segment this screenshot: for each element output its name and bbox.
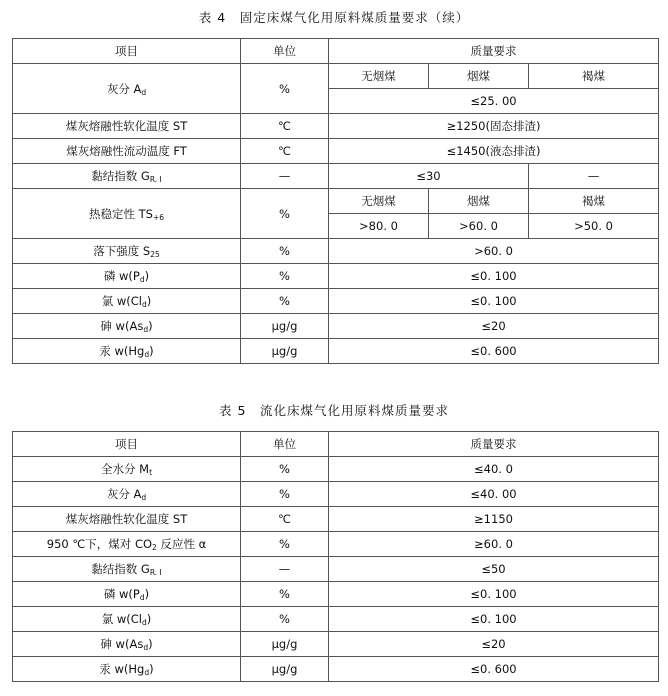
cell-unit: %: [241, 289, 329, 314]
table-row: [13, 532, 659, 557]
cell-value: ≤40. 00: [329, 482, 659, 507]
coal-type-lignite: 褐煤: [529, 189, 659, 214]
table4-caption: 表 4 固定床煤气化用原料煤质量要求（续）: [198, 10, 470, 25]
cell-item: 热稳定性 $TS_{+6}$: [13, 189, 241, 239]
table-row: [13, 39, 659, 64]
cell-value: ≤25. 00: [329, 89, 659, 114]
cell-unit: μg/g: [241, 657, 329, 682]
cell-value: ≤0. 100: [329, 264, 659, 289]
cell-unit: %: [241, 457, 329, 482]
cell-value: ≤0. 100: [329, 582, 659, 607]
cell-unit: %: [241, 607, 329, 632]
cell-value: ≤20: [329, 632, 659, 657]
cell-value: >60. 0: [329, 239, 659, 264]
cell-item: 汞 $w(Hg_d)$: [13, 657, 241, 682]
cell-unit: —: [241, 164, 329, 189]
coal-type-anthracite: 无烟煤: [329, 189, 429, 214]
cell-unit: ℃: [241, 114, 329, 139]
table-row: [13, 482, 659, 507]
table-row: [13, 632, 659, 657]
cell-value: ≤0. 100: [329, 607, 659, 632]
table-row: [13, 164, 659, 189]
cell-value: ≥1250(固态排渣): [329, 114, 659, 139]
cell-item: 黏结指数 $G_{R. I}$: [13, 164, 241, 189]
cell-unit: %: [241, 582, 329, 607]
table-row: [13, 457, 659, 482]
header-item: 项目: [13, 432, 241, 457]
table4: [12, 38, 659, 364]
table-row: [13, 339, 659, 364]
table-row: [13, 289, 659, 314]
cell-value-anthracite: >80. 0: [329, 214, 429, 239]
cell-item: 磷 $w(P_d)$: [13, 582, 241, 607]
cell-item: 砷 $w(As_d)$: [13, 314, 241, 339]
cell-value: ≤0. 600: [329, 339, 659, 364]
cell-unit: ℃: [241, 139, 329, 164]
table-row: [13, 189, 659, 214]
cell-value: ≥60. 0: [329, 532, 659, 557]
table-row: [13, 432, 659, 457]
table5-caption: 表 5 流化床煤气化用原料煤质量要求: [219, 403, 449, 418]
cell-item: 灰分 $A_d$: [13, 482, 241, 507]
cell-unit: %: [241, 532, 329, 557]
table-row: [13, 64, 659, 89]
cell-value: ≤50: [329, 557, 659, 582]
cell-value-lignite: —: [529, 164, 659, 189]
cell-value: ≤0. 100: [329, 289, 659, 314]
cell-item: 砷 $w(As_d)$: [13, 632, 241, 657]
cell-value: ≤0. 600: [329, 657, 659, 682]
table-row: [13, 314, 659, 339]
header-item: 项目: [13, 39, 241, 64]
cell-value: ≤1450(液态排渣): [329, 139, 659, 164]
cell-unit: %: [241, 482, 329, 507]
cell-item: 黏结指数 $G_{R. I}$: [13, 557, 241, 582]
cell-item: 全水分 $M_t$: [13, 457, 241, 482]
cell-item: 磷 $w(P_d)$: [13, 264, 241, 289]
table-row: [13, 557, 659, 582]
coal-type-bituminous: 烟煤: [429, 64, 529, 89]
cell-value: ≥1150: [329, 507, 659, 532]
cell-item: 氯 $w(Cl_d)$: [13, 289, 241, 314]
header-requirement: 质量要求: [329, 39, 659, 64]
cell-item: 煤灰熔融性软化温度 ST: [13, 114, 241, 139]
header-requirement: 质量要求: [329, 432, 659, 457]
coal-type-bituminous: 烟煤: [429, 189, 529, 214]
table-row: [13, 264, 659, 289]
table-row: [13, 139, 659, 164]
coal-type-anthracite: 无烟煤: [329, 64, 429, 89]
cell-item: 氯 $w(Cl_d)$: [13, 607, 241, 632]
table-row: [13, 607, 659, 632]
table-row: [13, 582, 659, 607]
cell-unit: μg/g: [241, 314, 329, 339]
cell-unit: %: [241, 189, 329, 239]
cell-item: 煤灰熔融性软化温度 ST: [13, 507, 241, 532]
table-row: [13, 657, 659, 682]
cell-value-lignite: >50. 0: [529, 214, 659, 239]
cell-value-bituminous: >60. 0: [429, 214, 529, 239]
coal-type-lignite: 褐煤: [529, 64, 659, 89]
table5: [12, 431, 659, 682]
cell-unit: μg/g: [241, 339, 329, 364]
cell-unit: %: [241, 239, 329, 264]
header-unit: 单位: [241, 39, 329, 64]
cell-item: 煤灰熔融性流动温度 FT: [13, 139, 241, 164]
header-unit: 单位: [241, 432, 329, 457]
cell-value: ≤40. 0: [329, 457, 659, 482]
cell-value: ≤30: [329, 164, 529, 189]
cell-item: 灰分 $A_d$: [13, 64, 241, 114]
table-row: [13, 507, 659, 532]
table-row: [13, 239, 659, 264]
cell-unit: ℃: [241, 507, 329, 532]
cell-item: 950 ℃下，煤对 $CO_2$ 反应性 α: [13, 532, 241, 557]
cell-item: 汞 $w(Hg_d)$: [13, 339, 241, 364]
cell-value: ≤20: [329, 314, 659, 339]
cell-item: 落下强度 $S_{25}$: [13, 239, 241, 264]
cell-unit: %: [241, 264, 329, 289]
cell-unit: %: [241, 64, 329, 114]
cell-unit: —: [241, 557, 329, 582]
table-row: [13, 114, 659, 139]
cell-unit: μg/g: [241, 632, 329, 657]
